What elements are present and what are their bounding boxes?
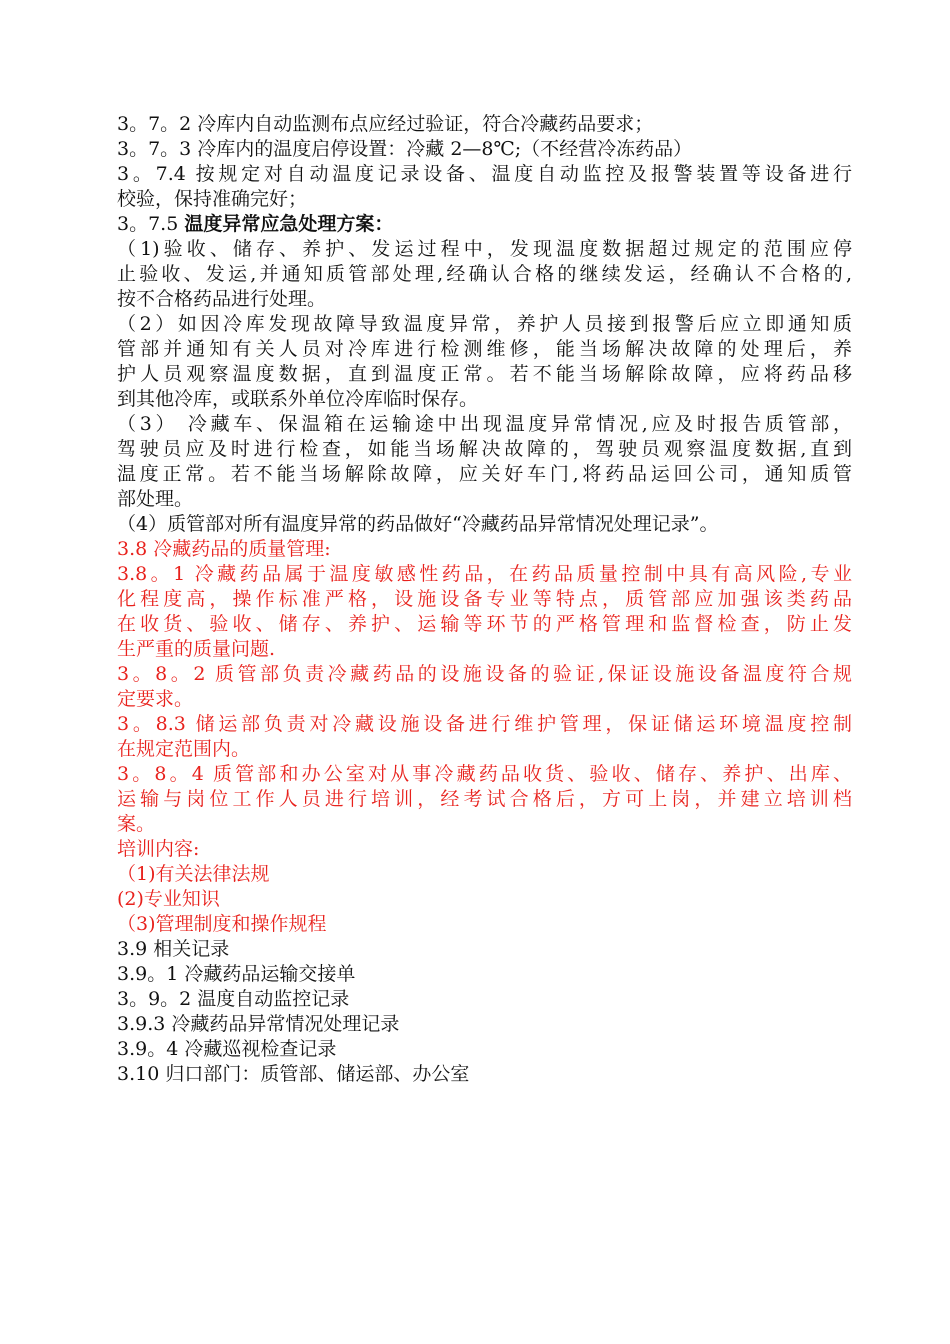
text-line: 止验收、发运,并通知质管部处理,经确认合格的继续发运，经确认不合格的, xyxy=(117,263,852,285)
text-line: 3.8。1 冷藏药品属于温度敏感性药品，在药品质量控制中具有高风险,专业 xyxy=(117,563,852,585)
text-line: 3。9。2 温度自动监控记录 xyxy=(117,988,350,1010)
text-line: 护人员观察温度数据，直到温度正常。若不能当场解除故障，应将药品移 xyxy=(117,363,852,385)
text-line: 3.9。1 冷藏药品运输交接单 xyxy=(117,963,356,985)
text-line: 运输与岗位工作人员进行培训，经考试合格后，方可上岗，并建立培训档 xyxy=(117,788,852,810)
text-line: 3。7.4 按规定对自动温度记录设备、温度自动监控及报警装置等设备进行 xyxy=(117,163,852,185)
text-line: 3.9。4 冷藏巡视检查记录 xyxy=(117,1038,337,1060)
section-heading-bold: 温度异常应急处理方案： xyxy=(184,213,394,235)
text-line: （1)验收、储存、养护、发运过程中，发现温度数据超过规定的范围应停 xyxy=(117,238,852,260)
text-line: （2）如因冷库发现故障导致温度异常，养护人员接到报警后应立即通知质 xyxy=(117,313,852,335)
text-line: 管部并通知有关人员对冷库进行检测维修，能当场解决故障的处理后，养 xyxy=(117,338,852,360)
text-line: 3。8.3 储运部负责对冷藏设施设备进行维护管理，保证储运环境温度控制 xyxy=(117,713,852,735)
text-line: 驾驶员应及时进行检查，如能当场解决故障的，驾驶员观察温度数据,直到 xyxy=(117,438,852,460)
text-line: 在规定范围内。 xyxy=(117,738,251,760)
text-line: 3。7。2 冷库内自动监测布点应经过验证，符合冷藏药品要求； xyxy=(117,113,654,135)
line-prefix: 3。7.5 xyxy=(117,213,185,235)
text-line: 化程度高，操作标准严格，设施设备专业等特点，质管部应加强该类药品 xyxy=(117,588,852,610)
text-line: 定要求。 xyxy=(117,688,194,710)
text-line: 3.8 冷藏药品的质量管理: xyxy=(117,538,331,560)
text-line: 3。8。4 质管部和办公室对从事冷藏药品收货、验收、储存、养护、出库、 xyxy=(117,763,852,785)
text-line: 案。 xyxy=(117,813,156,835)
text-line: 温度正常。若不能当场解除故障，应关好车门,将药品运回公司，通知质管 xyxy=(117,463,852,485)
text-line: (2)专业知识 xyxy=(117,888,220,910)
document-body xyxy=(117,112,852,1087)
text-line: （4）质管部对所有温度异常的药品做好“冷藏药品异常情况处理记录”。 xyxy=(117,513,719,535)
text-line: 到其他冷库，或联系外单位冷库临时保存。 xyxy=(117,388,479,410)
text-line xyxy=(117,212,852,237)
text-line: （1)有关法律法规 xyxy=(117,863,270,885)
text-line: （3)管理制度和操作规程 xyxy=(117,913,327,935)
text-line: 培训内容: xyxy=(117,838,200,860)
text-line: 校验，保持准确完好； xyxy=(117,188,308,210)
text-line: 3。7。3 冷库内的温度启停设置：冷藏 2—8℃;（不经营冷冻药品） xyxy=(117,138,693,160)
text-line: 3。8。2 质管部负责冷藏药品的设施设备的验证,保证设施设备温度符合规 xyxy=(117,663,852,685)
text-line: 3.10 归口部门：质管部、储运部、办公室 xyxy=(117,1063,470,1085)
text-line: 在收货、验收、储存、养护、运输等环节的严格管理和监督检查，防止发 xyxy=(117,613,852,635)
text-line: 3.9.3 冷藏药品异常情况处理记录 xyxy=(117,1013,400,1035)
text-line: 生严重的质量问题. xyxy=(117,638,276,660)
text-line: 按不合格药品进行处理。 xyxy=(117,288,327,310)
text-line: 部处理。 xyxy=(117,488,194,510)
text-line: 3.9 相关记录 xyxy=(117,938,230,960)
text-line: （3） 冷藏车、保温箱在运输途中出现温度异常情况,应及时报告质管部， xyxy=(117,413,852,435)
